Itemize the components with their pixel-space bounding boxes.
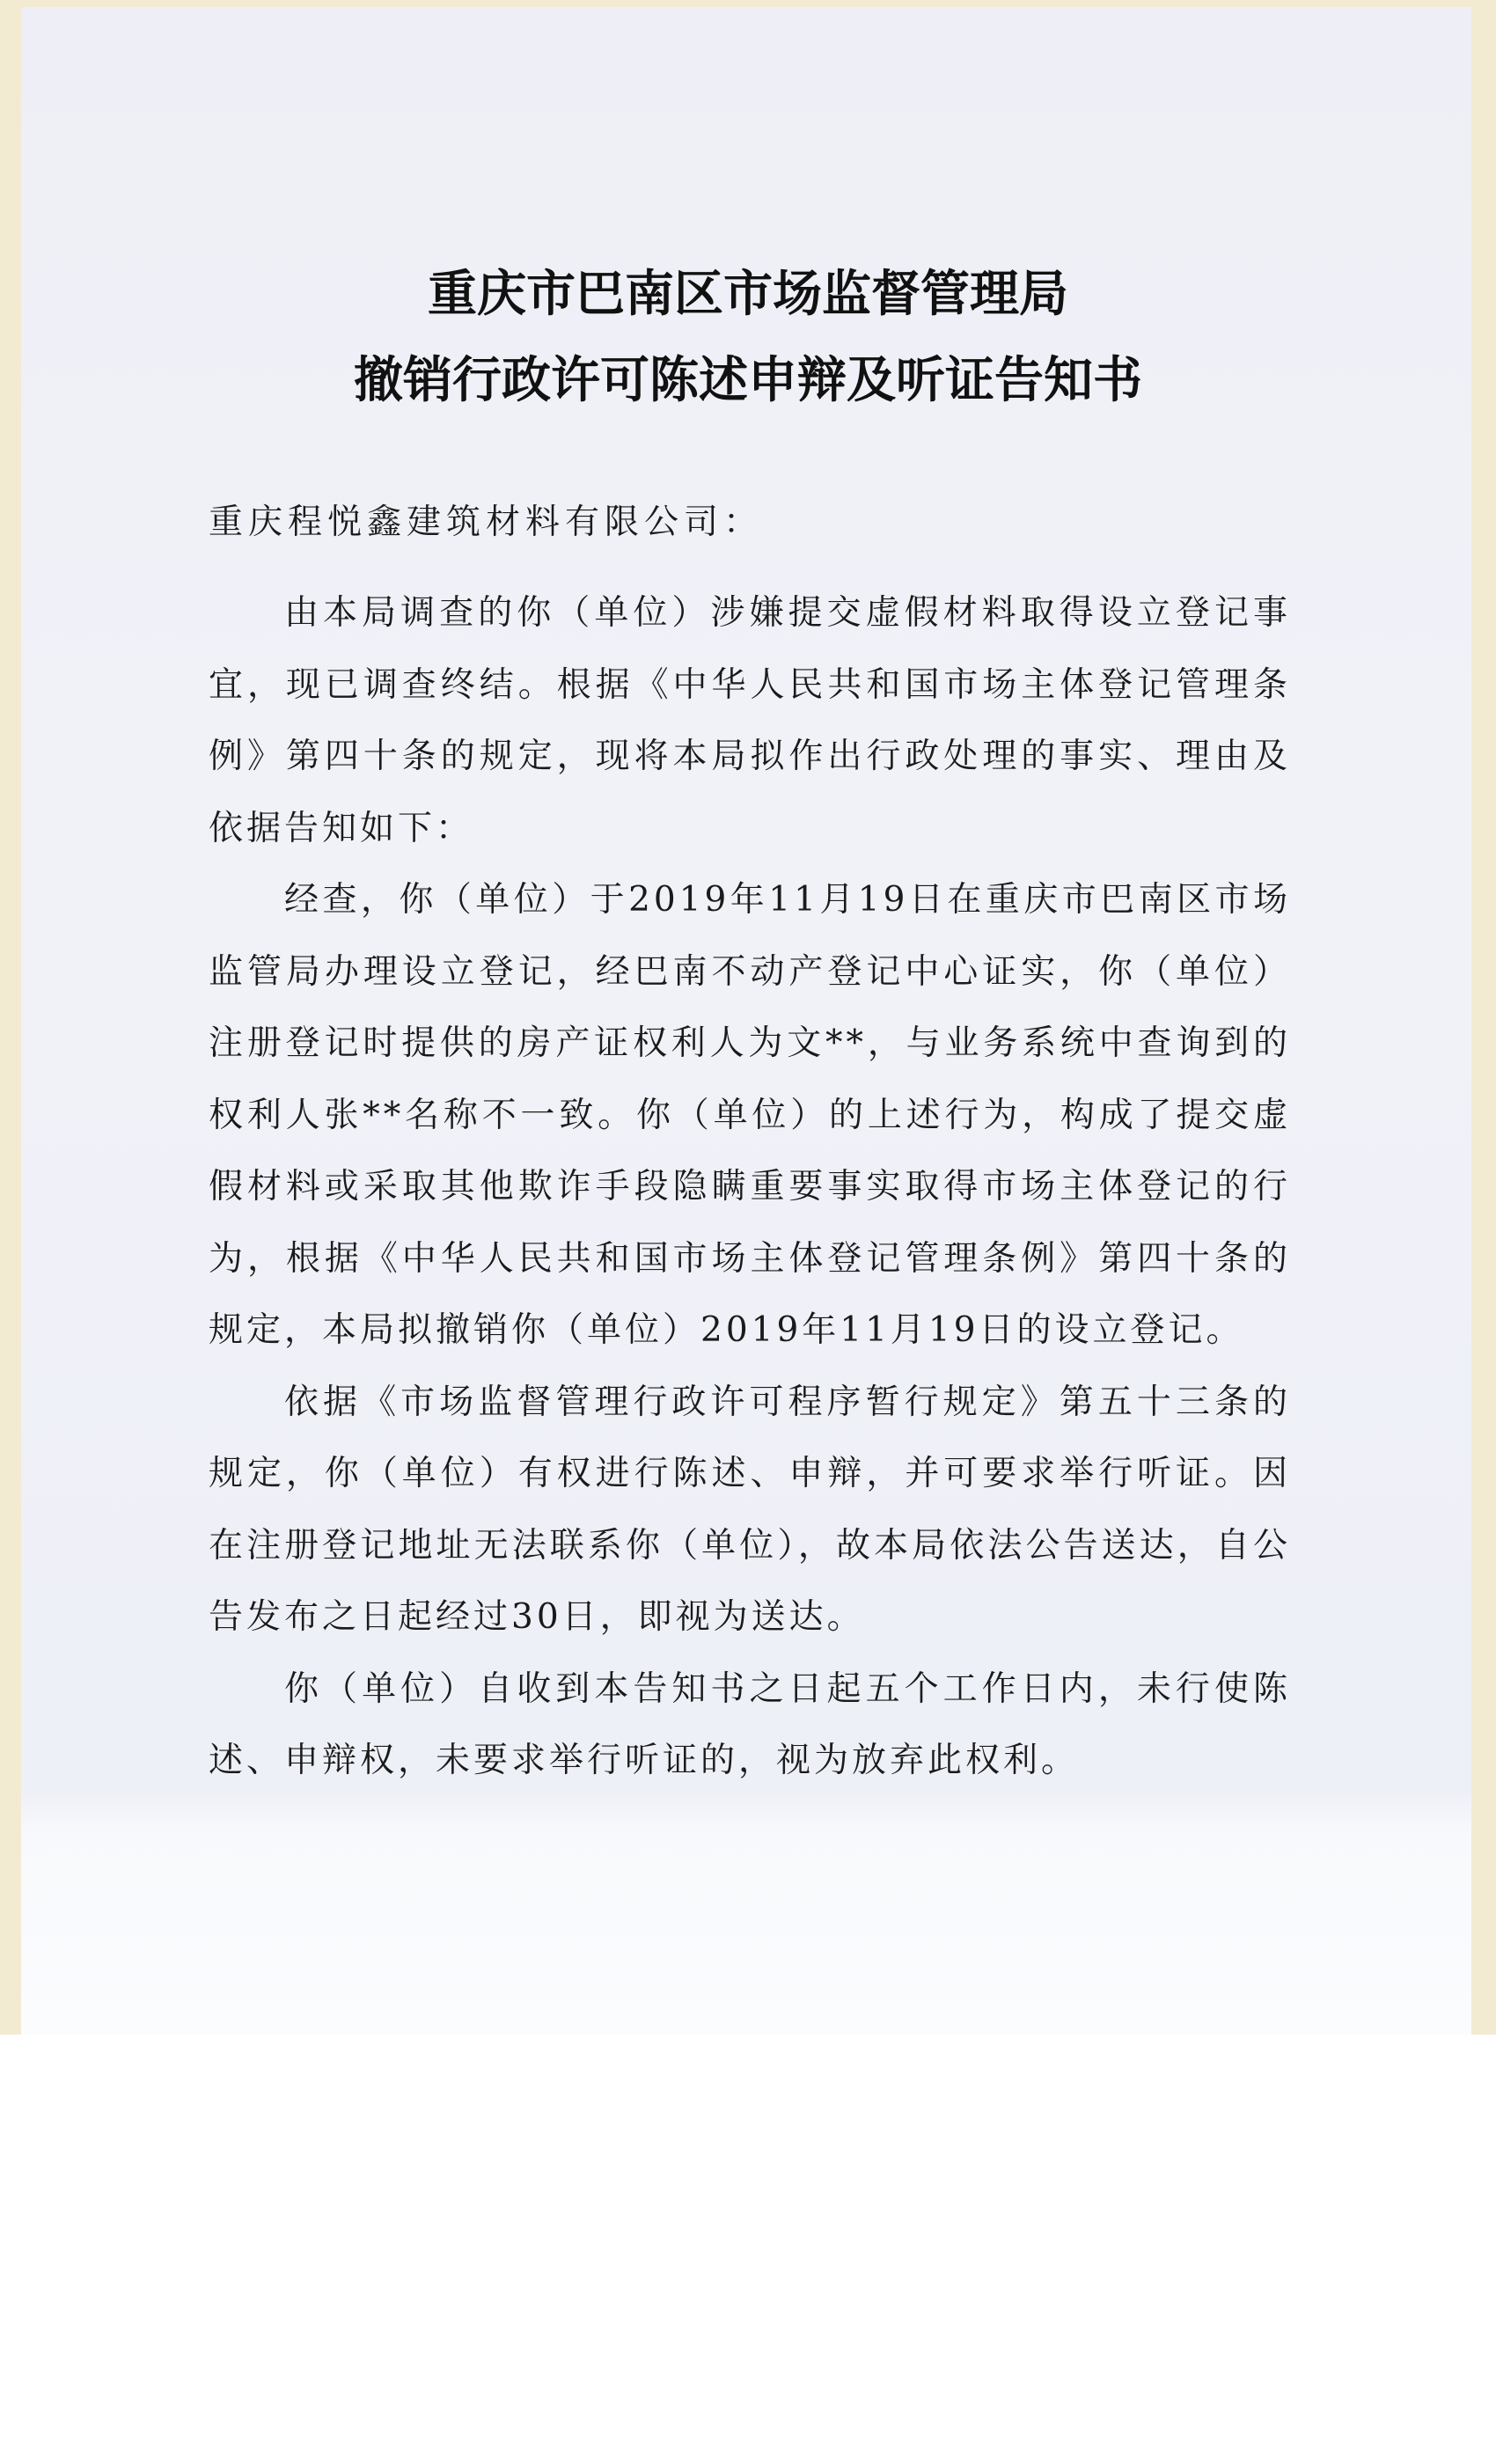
- document-body: [209, 577, 1291, 1797]
- paragraph-investigation: 由本局调查的你（单位）涉嫌提交虚假材料取得设立登记事宜，现已调查终结。根据《中华人民共和国市场主体登记管理条例》第四十条的规定，现将本局拟作出行政处理的事实、理由及依据告知如下：: [209, 593, 1291, 848]
- document-title-line-2: 撤销行政许可陈述申辩及听证告知书: [354, 351, 1142, 409]
- paragraph-rights: 依据《市场监督管理行政许可程序暂行规定》第五十三条的规定，你（单位）有权进行陈述、申辩，并可要求举行听证。因在注册登记地址无法联系你（单位），故本局依法公告送达，自公告发布之日起经过30日，即视为送达。: [209, 1382, 1291, 1637]
- document-title-line-1: 重庆市巴南区市场监督管理局: [428, 265, 1068, 323]
- blank-area: [0, 2035, 1496, 2464]
- paragraph-findings: 经查，你（单位）于2019年11月19日在重庆市巴南区市场监管局办理设立登记，经巴南不动产登记中心证实，你（单位）注册登记时提供的房产证权利人为文**，与业务系统中查询到的权利人张**名称不一致。你（单位）的上述行为，构成了提交虚假材料或采取其他欺诈手段隐瞒重要事实取得市场主体登记的行为，根据《中华人民共和国市场主体登记管理条例》第四十条的规定，本局拟撤销你（单位）2019年11月19日的设立登记。: [209, 880, 1291, 1350]
- paragraph-deadline: 你（单位）自收到本告知书之日起五个工作日内，未行使陈述、申辩权，未要求举行听证的，视为放弃此权利。: [209, 1668, 1291, 1780]
- salutation: 重庆程悦鑫建筑材料有限公司：: [209, 502, 764, 542]
